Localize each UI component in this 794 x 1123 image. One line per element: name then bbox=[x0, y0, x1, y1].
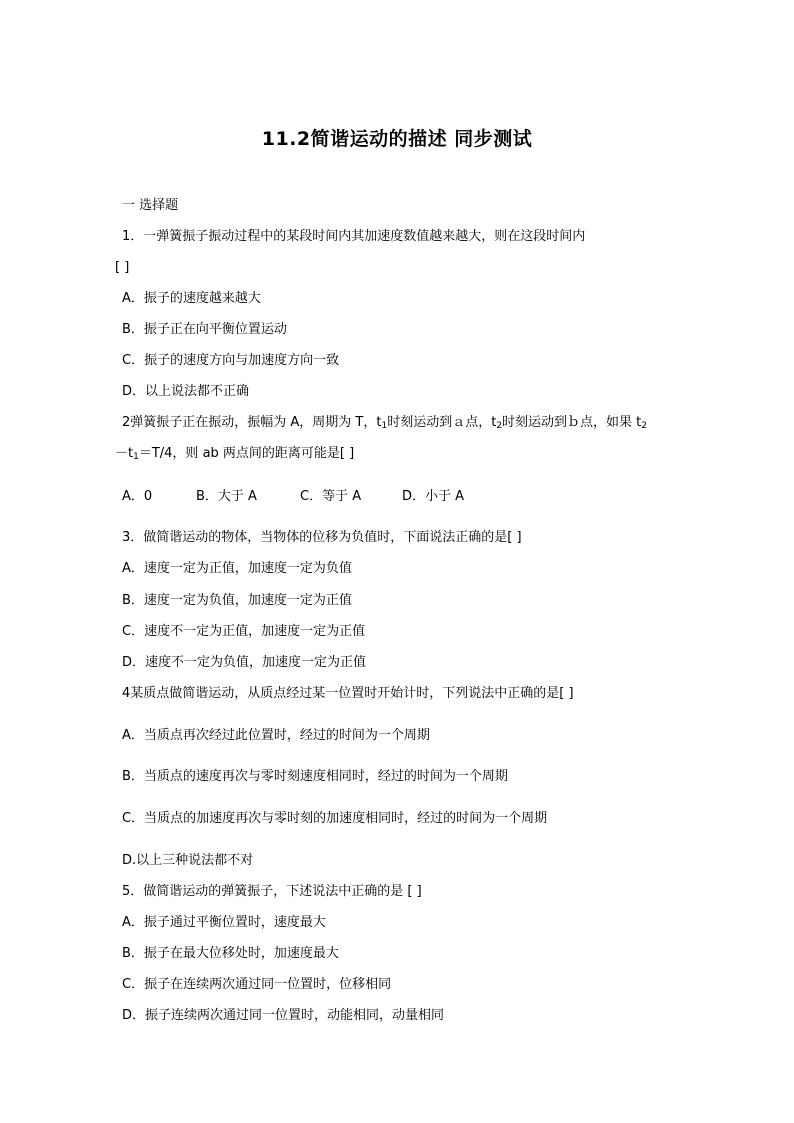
question-1-option-c: C．振子的速度方向与加速度方向一致 bbox=[122, 353, 340, 368]
question-5-stem: 5．做简谐运动的弹簧振子，下述说法中正确的是 [ ] bbox=[122, 884, 422, 899]
question-2-stem-line-2: $-t_1=T/4$，则 ab 两点间的距离可能是[ ] bbox=[115, 446, 355, 462]
question-1-option-a: A．振子的速度越来越大 bbox=[122, 291, 261, 306]
question-3-stem: 3．做简谐运动的物体，当物体的位移为负值时，下面说法正确的是[ ] bbox=[122, 530, 522, 545]
question-4-option-c: C．当质点的加速度再次与零时刻的加速度相同时，经过的时间为一个周期 bbox=[122, 811, 548, 826]
document-title: 11.2简谐运动的描述 同步测试 bbox=[261, 128, 533, 150]
question-3-option-b: B．速度一定为负值，加速度一定为正值 bbox=[122, 593, 352, 608]
question-2-option-a: A．0 bbox=[122, 489, 153, 504]
question-1-option-d: D．以上说法都不正确 bbox=[122, 384, 250, 399]
question-1-stem: 1．一弹簧振子振动过程中的某段时间内其加速度数值越来越大，则在这段时间内 bbox=[122, 229, 586, 244]
question-3-option-d: D．速度不一定为负值，加速度一定为正值 bbox=[122, 655, 367, 670]
question-5-option-a: A．振子通过平衡位置时，速度最大 bbox=[122, 915, 326, 930]
question-1-bracket: [ ] bbox=[115, 260, 130, 275]
question-3-option-c: C．速度不一定为正值，加速度一定为正值 bbox=[122, 624, 366, 639]
question-2-stem-line-1: 2弹簧振子正在振动，振幅为 A，周期为 T，$t_1$时刻运动到ａ点，$t_2$时刻运动到ｂ点，如果 $t_2$ bbox=[122, 415, 648, 431]
question-2-option-b: B．大于 A bbox=[196, 489, 257, 504]
question-5-option-b: B．振子在最大位移处时，加速度最大 bbox=[122, 946, 339, 961]
question-5-option-d: D．振子连续两次通过同一位置时，动能相同，动量相同 bbox=[122, 1008, 445, 1023]
section-heading: 一 选择题 bbox=[122, 198, 179, 213]
question-2-option-d: D．小于 A bbox=[402, 489, 465, 504]
question-3-option-a: A．速度一定为正值，加速度一定为负值 bbox=[122, 561, 352, 576]
question-1-option-b: B．振子正在向平衡位置运动 bbox=[122, 322, 287, 337]
question-4-stem: 4某质点做简谐运动，从质点经过某一位置时开始计时，下列说法中正确的是[ ] bbox=[122, 686, 574, 701]
question-5-option-c: C．振子在连续两次通过同一位置时，位移相同 bbox=[122, 977, 392, 992]
question-4-option-a: A．当质点再次经过此位置时，经过的时间为一个周期 bbox=[122, 728, 430, 743]
question-2-option-c: C．等于 A bbox=[300, 489, 362, 504]
question-4-option-b: B．当质点的速度再次与零时刻速度相同时，经过的时间为一个周期 bbox=[122, 769, 508, 784]
question-4-option-d: D.以上三种说法都不对 bbox=[122, 853, 254, 868]
